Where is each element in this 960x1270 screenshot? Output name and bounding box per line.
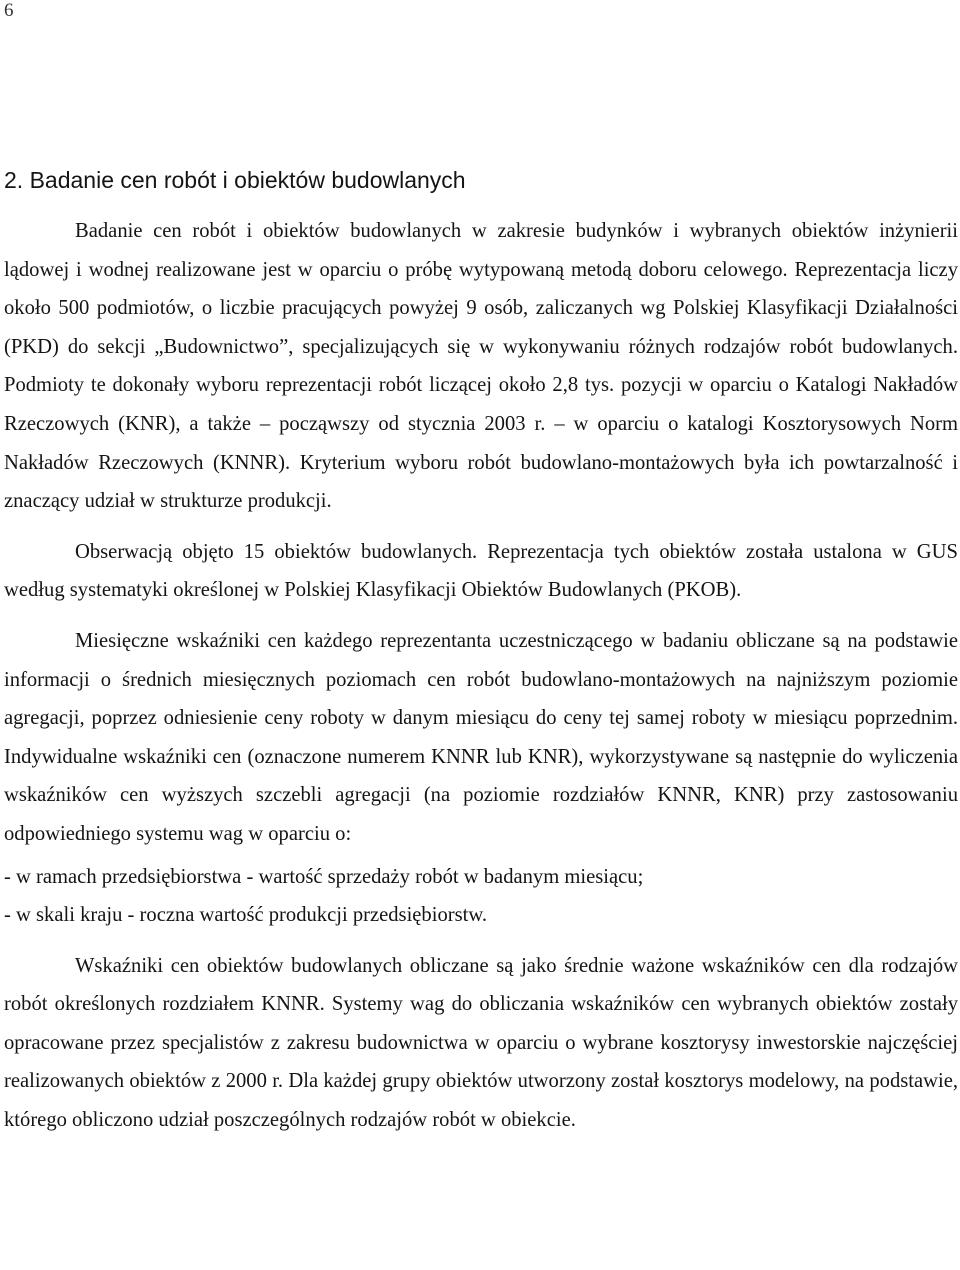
section-heading: 2. Badanie cen robót i obiektów budowlanych [4,167,466,193]
paragraph-indices: Miesięczne wskaźniki cen każdego reprezentanta uczestniczącego w badaniu obliczane są na podstawie informacji o średnich miesięcznych poziomach cen robót budowlano-montażowych na najniższym poziomie agregacji, poprzez odniesienie ceny roboty w danym miesiącu do ceny tej samej roboty w miesiącu poprzednim. Indywidualne wskaźniki cen (oznaczone numerem KNNR lub KNR), wykorzystywane są następnie do wyliczenia wskaźników cen wyższych szczebli agregacji (na poziomie rozdziałów KNNR, KNR) przy zastosowaniu odpowiedniego systemu wag w oparciu o: [4,629,958,845]
paragraph-methodology: Badanie cen robót i obiektów budowlanych w zakresie budynków i wybranych obiektów inżynierii lądowej i wodnej realizowane jest w oparciu o próbę wytypowaną metodą doboru celowego. Reprezentacja liczy około 500 podmiotów, o liczbie pracujących powyżej 9 osób, zaliczanych wg Polskiej Klasyfikacji Działalności (PKD) do sekcji „Budownictwo”, specjalizujących się w wykonywaniu różnych rodzajów robót budowlanych. Podmioty te dokonały wyboru reprezentacji robót liczącej około 2,8 tys. pozycji w oparciu o Katalogi Nakładów Rzeczowych (KNR), a także – począwszy od stycznia 2003 r. – w oparciu o katalogi Kosztorysowych Norm Nakładów Rzeczowych (KNNR). Kryterium wyboru robót budowlano-montażowych była ich powtarzalność i znaczący udział w strukturze produkcji. [4,220,958,513]
list-item: - w ramach przedsiębiorstwa - wartość sprzedaży robót w badanym miesiącu; [4,865,644,888]
paragraph-building-indices: Wskaźniki cen obiektów budowlanych obliczane są jako średnie ważone wskaźników cen dla rodzajów robót określonych rozdziałem KNNR. Systemy wag do obliczania wskaźników cen wybranych obiektów zostały opracowane przez specjalistów z zakresu budownictwa w oparciu o wybrane kosztorysy inwestorskie najczęściej realizowanych obiektów z 2000 r. Dla każdej grupy obiektów utworzony został kosztorys modelowy, na podstawie, którego obliczono udział poszczególnych rodzajów robót w obiekcie. [4,954,958,1132]
paragraph-objects: Obserwacją objęto 15 obiektów budowlanych. Reprezentacja tych obiektów została ustalona w GUS według systematyki określonej w Polskiej Klasyfikacji Obiektów Budowlanych (PKOB). [4,540,958,602]
weights-list [4,858,958,935]
list-item: - w skali kraju - roczna wartość produkcji przedsiębiorstw. [4,904,488,927]
page-number: 6 [4,0,14,21]
document-body [4,165,958,1140]
